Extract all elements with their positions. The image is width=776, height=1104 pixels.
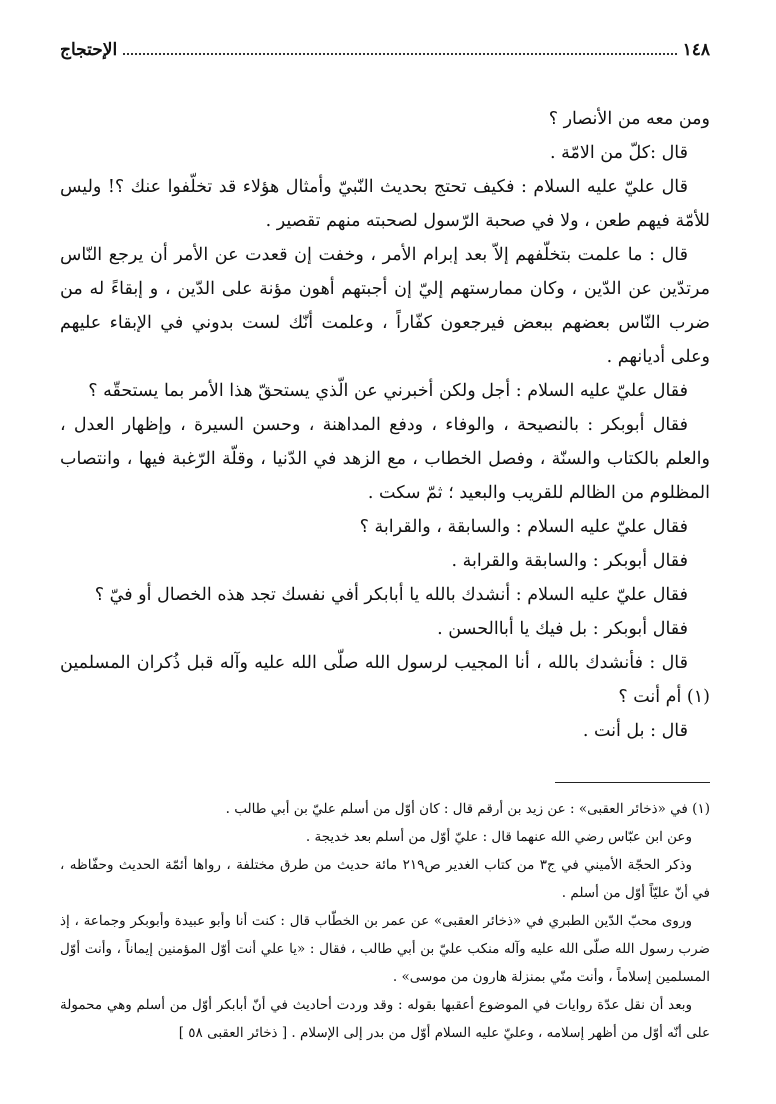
footnote: وبعد أن نقل عدّة روايات في الموضوع أعقبها بقوله : وقد وردت أحاديث في أنّ أبابكر أوّل من أسلم وهي محمولة على أنّه أوّل من أظهر إسلامه ، وعليّ عليه السلام أوّل من بدر إلى الإسلام . [ ذخائر العقبى ٥٨ ] <box>60 997 710 1041</box>
main-text <box>60 102 710 748</box>
paragraph: قال : بل أنت . <box>582 721 688 741</box>
footnote: وروى محبّ الدّين الطبري في «ذخائر العقبى» عن عمر بن الخطّاب قال : كنت أنا وأبو عبيدة وأبوبكر وجماعة ، إذ ضرب رسول الله صلّى الله عليه وآله منكب عليّ بن أبي طالب ، فقال : «يا علي أنت أوّل المؤمنين إيماناً ، وأنت أوّل المسلمين إسلاماً ، وأنت منّي بمنزلة هارون من موسى» . <box>60 913 710 985</box>
paragraph: فقال أبوبكر : بالنصيحة ، والوفاء ، ودفع المداهنة ، وحسن السيرة ، وإظهار العدل ، والعلم بالكتاب والسنّة ، وفصل الخطاب ، مع الزهد في الدّنيا ، وقلّة الرّغبة فيها ، وانتصاب المظلوم من الظالم للقريب والبعيد ؛ ثمّ سكت . <box>60 415 710 503</box>
paragraph: قال : ما علمت بتخلّفهم إلاّ بعد إبرام الأمر ، وخفت إن قعدت عن الأمر أن يرجع النّاس مرتدّين عن الدّين ، وكان ممارستهم إليّ إن أجبتهم أهون مؤنة على الدّين ، و إبقاءً له من ضرب النّاس بعضهم ببعض فيرجعون كفّاراً ، وعلمت أنّك لست بدوني في الإبقاء عليهم وعلى أديانهم . <box>60 245 710 367</box>
header-dotted-leader <box>123 53 676 55</box>
footnote: وعن ابن عبّاس رضي الله عنهما قال : عليّ أوّل من أسلم بعد خديجة . <box>305 829 692 845</box>
paragraph: فقال أبوبكر : والسابقة والقرابة . <box>451 551 688 571</box>
paragraph: فقال عليّ عليه السلام : والسابقة ، والقرابة ؟ <box>359 517 688 537</box>
running-title: الإحتجاج <box>60 40 118 60</box>
paragraph: قال :كلّ من الامّة . <box>549 143 688 163</box>
paragraph: فقال أبوبكر : بل فيك يا أباالحسن . <box>437 619 688 639</box>
paragraph: فقال عليّ عليه السلام : أنشدك بالله يا أبابكر أفي نفسك تجد هذه الخصال أو فيّ ؟ <box>94 585 688 605</box>
footnote: وذكر الحجّة الأميني في ج٣ من كتاب الغدير ص٢١٩ مائة حديث من طرق مختلفة ، رواها أئمّة الحديث وحفّاظه ، في أنّ عليّاً أوّل من أسلم . <box>60 857 710 901</box>
paragraph: قال عليّ عليه السلام : فكيف تحتج بحديث النّبيّ وأمثال هؤلاء قد تخلّفوا عنك ؟! وليس للأمّة فيهم طعن ، ولا في صحبة الرّسول لصحبته منهم تقصير . <box>60 177 710 231</box>
page-number: ١٤٨ <box>682 40 710 60</box>
footnote: (١) في «ذخائر العقبى» : عن زيد بن أرقم قال : كان أوّل من أسلم عليّ بن أبي طالب . <box>225 801 710 817</box>
paragraph: قال : فأنشدك بالله ، أنا المجيب لرسول الله صلّى الله عليه وآله قبل ذُكران المسلمين (١) أم أنت ؟ <box>60 653 710 707</box>
page-header <box>60 40 710 80</box>
page <box>60 40 710 1047</box>
footnotes <box>60 795 710 1047</box>
paragraph: فقال عليّ عليه السلام : أجل ولكن أخبرني عن الّذي يستحقّ هذا الأمر بما يستحقّه ؟ <box>88 381 688 401</box>
footnote-separator <box>555 782 710 783</box>
paragraph: ومن معه من الأنصار ؟ <box>548 109 710 129</box>
